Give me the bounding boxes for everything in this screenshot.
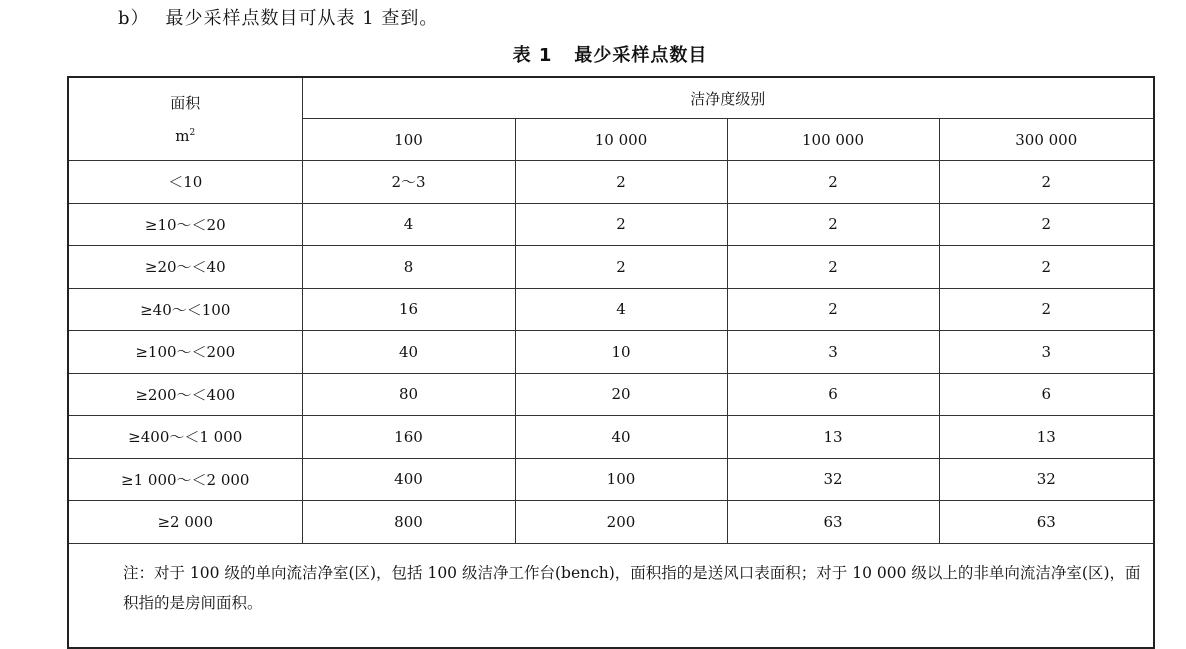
sample-count-cell: 2 xyxy=(939,246,1154,289)
sample-count-cell: 3 xyxy=(727,331,939,374)
table-row xyxy=(68,331,1154,374)
area-range-cell: ≥20～＜40 xyxy=(68,246,302,289)
table-row xyxy=(68,373,1154,416)
sample-count-cell: 6 xyxy=(727,373,939,416)
sample-count-cell: 2 xyxy=(727,288,939,331)
table-row xyxy=(68,458,1154,501)
sample-count-cell: 40 xyxy=(515,416,727,459)
area-range-cell: ≥40～＜100 xyxy=(68,288,302,331)
sample-count-cell: 2 xyxy=(939,161,1154,204)
sample-count-cell: 2 xyxy=(515,203,727,246)
sample-count-cell: 16 xyxy=(302,288,515,331)
sample-count-cell: 2 xyxy=(515,246,727,289)
sample-count-cell: 40 xyxy=(302,331,515,374)
sample-count-cell: 2 xyxy=(727,203,939,246)
table-note: 注：对于 100 级的单向流洁净室(区)，包括 100 级洁净工作台(bench)，面积指的是送风口表面积；对于 10 000 级以上的非单向流洁净室(区)，面积指的是房间面积。 xyxy=(68,543,1154,648)
list-marker: b） xyxy=(118,8,150,29)
grade-column-header: 10 000 xyxy=(515,119,727,161)
area-range-cell: ＜10 xyxy=(68,161,302,204)
area-range-cell: ≥1 000～＜2 000 xyxy=(68,458,302,501)
sample-count-cell: 63 xyxy=(727,501,939,544)
grade-column-header: 300 000 xyxy=(939,119,1154,161)
sample-count-cell: 80 xyxy=(302,373,515,416)
table-row xyxy=(68,416,1154,459)
grade-column-header: 100 xyxy=(302,119,515,161)
sample-count-cell: 6 xyxy=(939,373,1154,416)
sample-count-cell: 2 xyxy=(727,161,939,204)
cleanliness-grade-header: 洁净度级别 xyxy=(302,77,1154,119)
area-range-cell: ≥100～＜200 xyxy=(68,331,302,374)
table-row xyxy=(68,203,1154,246)
table-row xyxy=(68,501,1154,544)
table-row xyxy=(68,246,1154,289)
sample-count-cell: 2 xyxy=(939,203,1154,246)
sample-count-cell: 8 xyxy=(302,246,515,289)
sample-count-cell: 100 xyxy=(515,458,727,501)
area-range-cell: ≥200～＜400 xyxy=(68,373,302,416)
table-caption xyxy=(0,41,1186,67)
sample-count-cell: 32 xyxy=(939,458,1154,501)
area-range-cell: ≥10～＜20 xyxy=(68,203,302,246)
sample-count-cell: 32 xyxy=(727,458,939,501)
sample-count-cell: 10 xyxy=(515,331,727,374)
sample-count-cell: 4 xyxy=(302,203,515,246)
note-row xyxy=(68,543,1154,648)
intro-text: 最少采样点数目可从表 1 查到。 xyxy=(165,8,439,29)
sample-count-cell: 160 xyxy=(302,416,515,459)
sample-count-cell: 3 xyxy=(939,331,1154,374)
area-range-cell: ≥400～＜1 000 xyxy=(68,416,302,459)
sample-count-cell: 20 xyxy=(515,373,727,416)
area-header-label: 面积 xyxy=(170,93,201,112)
area-unit: $m^2$ xyxy=(175,126,196,145)
sample-count-cell: 2 xyxy=(939,288,1154,331)
table-row xyxy=(68,161,1154,204)
sample-count-cell: 2 xyxy=(727,246,939,289)
sample-count-cell: 800 xyxy=(302,501,515,544)
intro-sentence xyxy=(118,4,438,30)
sample-count-cell: 13 xyxy=(939,416,1154,459)
sample-count-cell: 13 xyxy=(727,416,939,459)
table-row xyxy=(68,288,1154,331)
sample-count-cell: 400 xyxy=(302,458,515,501)
sample-count-cell: 4 xyxy=(515,288,727,331)
sample-count-cell: 2～3 xyxy=(302,161,515,204)
area-unit-exponent: 2 xyxy=(189,127,196,138)
sample-count-cell: 2 xyxy=(515,161,727,204)
area-header-cell xyxy=(68,77,302,161)
grade-column-header: 100 000 xyxy=(727,119,939,161)
sampling-points-table xyxy=(67,76,1155,649)
table-title: 最少采样点数目 xyxy=(574,45,708,66)
sample-count-cell: 63 xyxy=(939,501,1154,544)
area-range-cell: ≥2 000 xyxy=(68,501,302,544)
table-number: 表 1 xyxy=(512,45,553,66)
sample-count-cell: 200 xyxy=(515,501,727,544)
